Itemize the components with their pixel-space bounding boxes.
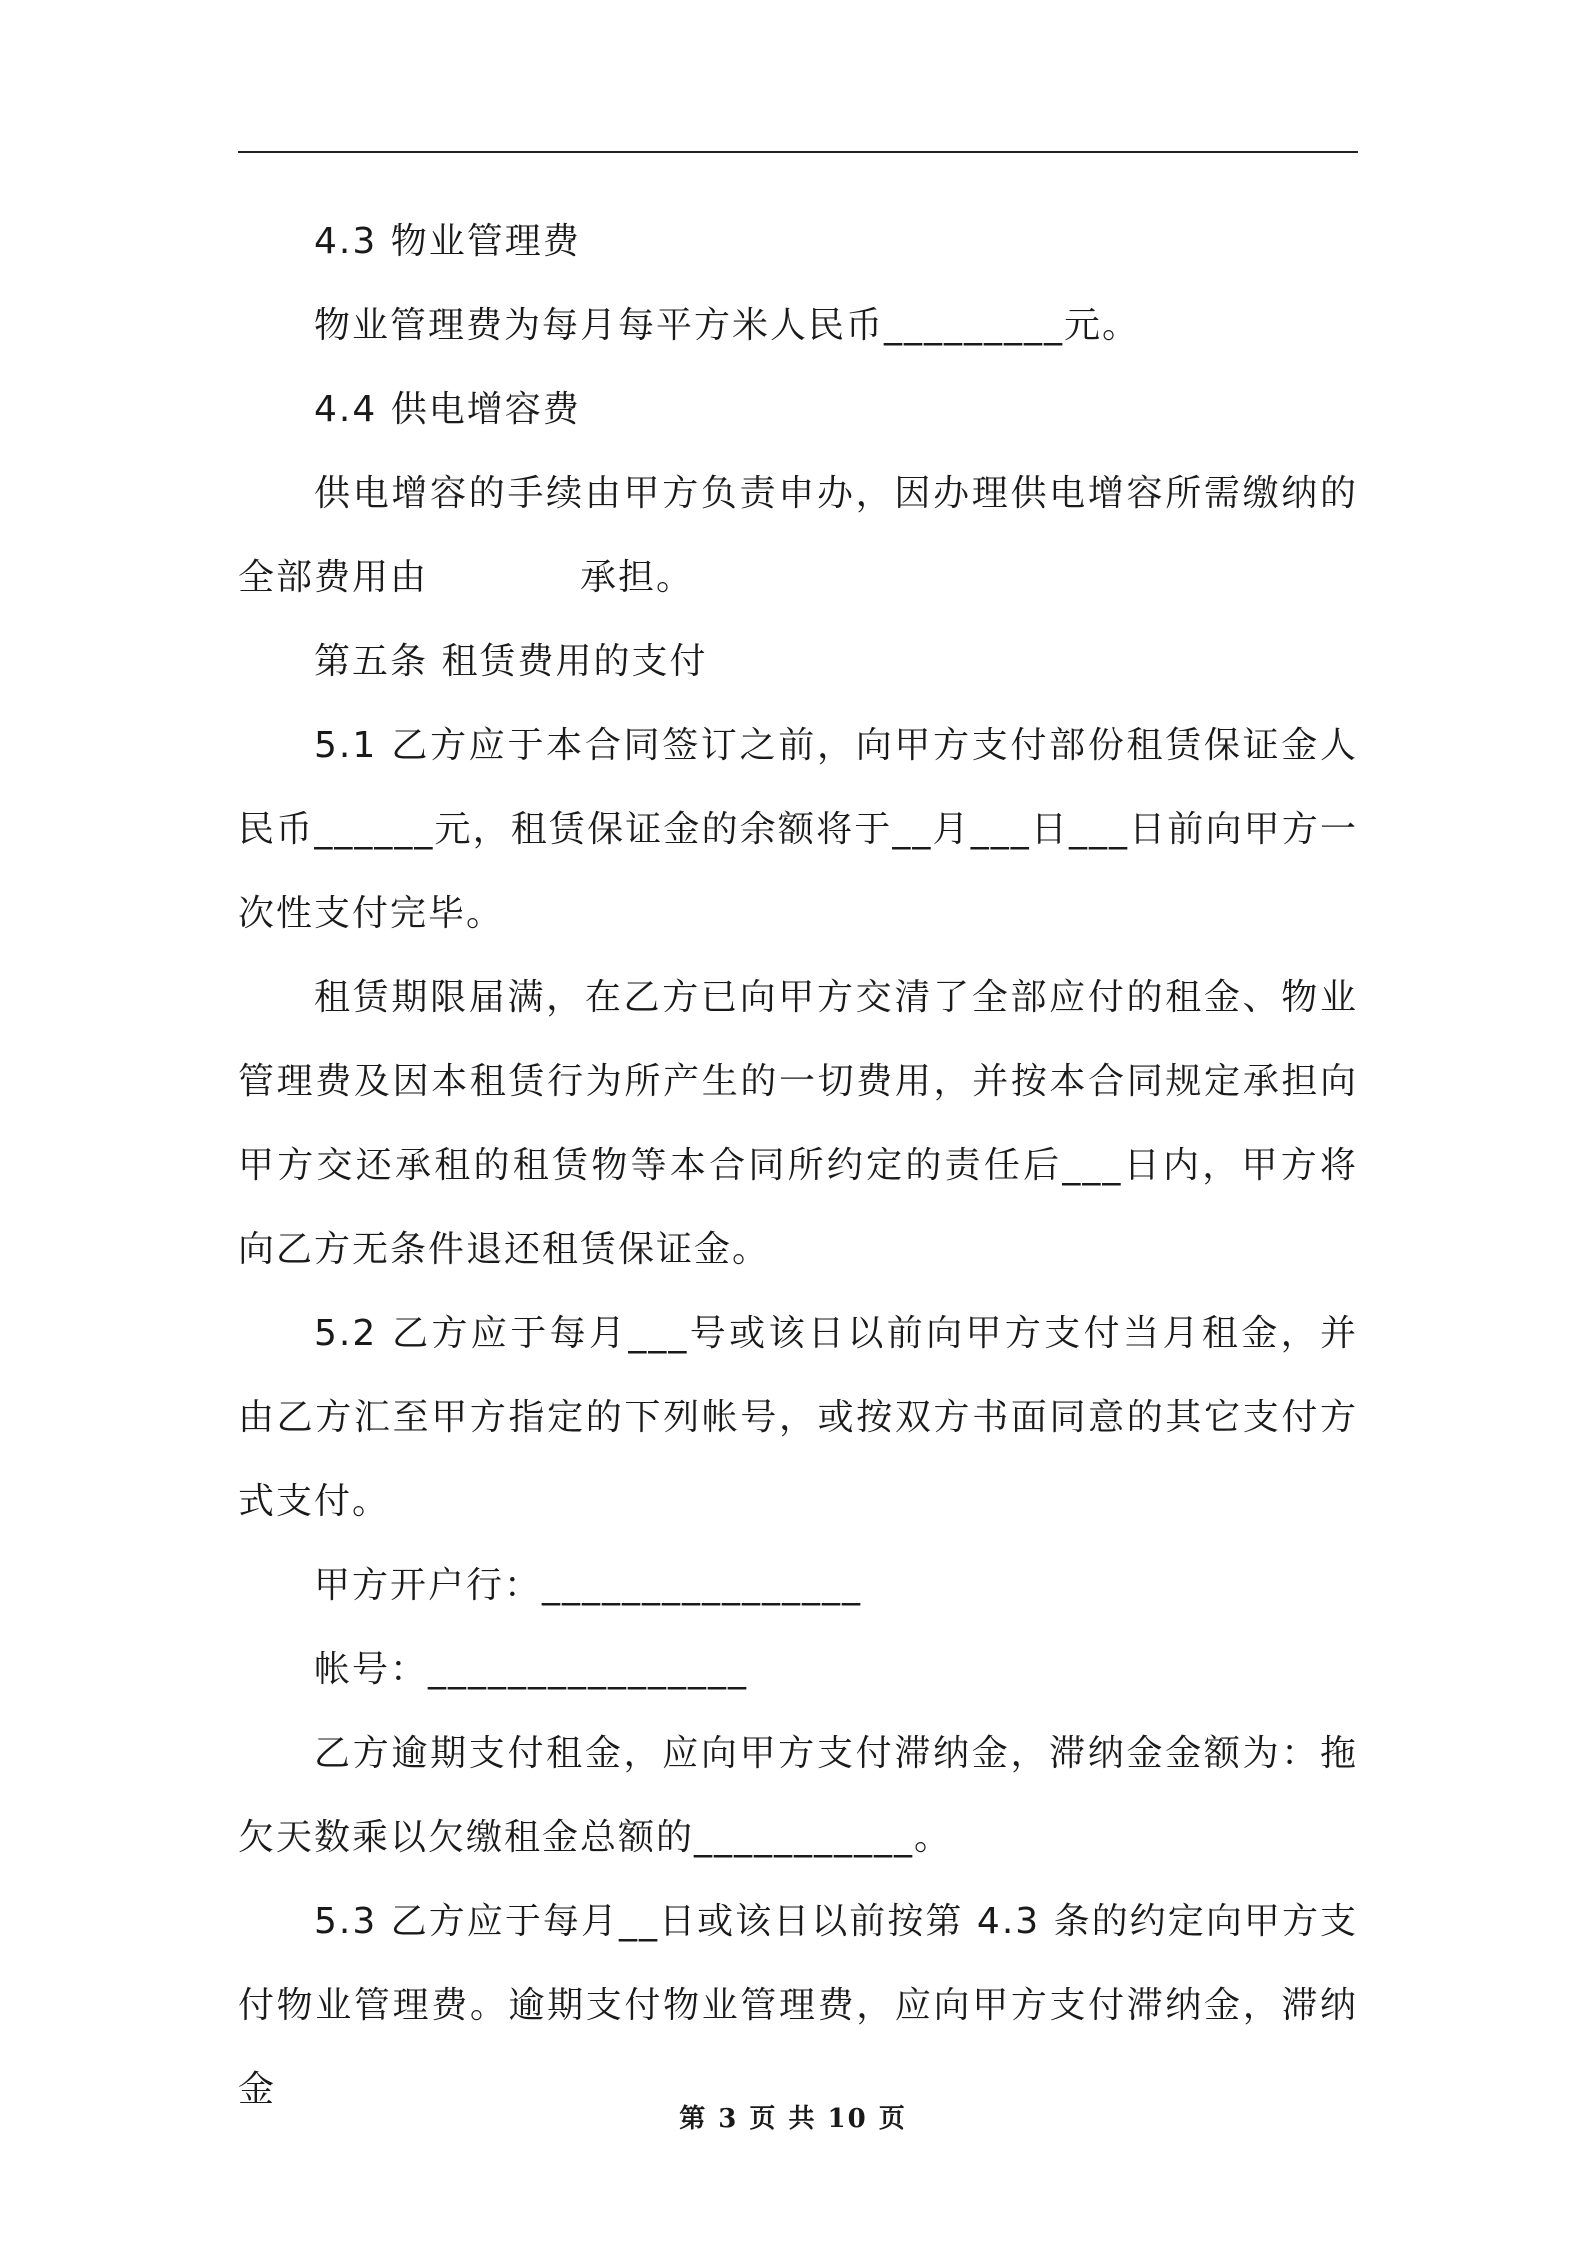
paragraph-deposit-refund: 租赁期限届满，在乙方已向甲方交清了全部应付的租金、物业管理费及因本租赁行为所产生的一切费用，并按本合同规定承担向甲方交还承租的租赁物等本合同所约定的责任后___日内，甲方将向乙方无条件退还租赁保证金。 [238,977,1358,1270]
section-heading-4-4: 4.4 供电增容费 [314,389,581,430]
section-heading-4-3: 4.3 物业管理费 [314,221,581,262]
article-heading-5: 第五条 租赁费用的支付 [314,641,708,682]
paragraph-late-fee: 乙方逾期支付租金，应向甲方支付滞纳金，滞纳金金额为：拖欠天数乘以欠缴租金总额的___________。 [238,1733,1358,1858]
document-body [238,200,1358,2132]
paragraph-power-capacity: 供电增容的手续由甲方负责申办，因办理供电增容所需缴纳的全部费用由 承担。 [238,473,1358,598]
bank-field-line: 甲方开户行：________________ [314,1565,863,1606]
account-field-line: 帐号：________________ [314,1649,749,1690]
paragraph-5-3: 5.3 乙方应于每月__日或该日以前按第 4.3 条的约定向甲方支付物业管理费。逾期支付物业管理费，应向甲方支付滞纳金，滞纳金 [238,1901,1358,2110]
paragraph-5-2: 5.2 乙方应于每月___号或该日以前向甲方支付当月租金，并由乙方汇至甲方指定的下列帐号，或按双方书面同意的其它支付方式支付。 [238,1313,1358,1522]
paragraph-property-fee: 物业管理费为每月每平方米人民币_________元。 [314,305,1141,346]
header-rule [238,151,1358,153]
page-number: 第 3 页 共 10 页 [679,2104,907,2134]
paragraph-5-1: 5.1 乙方应于本合同签订之前，向甲方支付部份租赁保证金人民币______元，租赁保证金的余额将于__月___日___日前向甲方一次性支付完毕。 [238,725,1358,934]
